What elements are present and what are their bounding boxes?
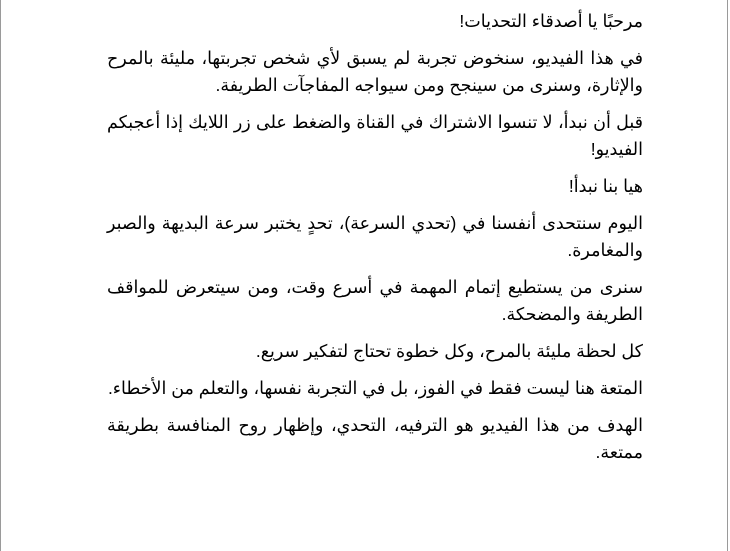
paragraph-every-moment: كل لحظة مليئة بالمرح، وكل خطوة تحتاج لتفكير سريع. [255,341,643,361]
paragraph-subscribe: قبل أن نبدأ، لا تنسوا الاشتراك في القناة والضغط على زر اللايك إذا أعجبكم الفيديو! [107,112,643,159]
document-text-body [107,8,643,476]
paragraph-greeting: مرحبًا يا أصدقاء التحديات! [459,11,643,31]
paragraph-challenge: اليوم سنتحدى أنفسنا في (تحدي السرعة)، تحدٍ يختبر سرعة البديهة والصبر والمغامرة. [107,213,643,260]
paragraph-intro: في هذا الفيديو، سنخوض تجربة لم يسبق لأي شخص تجربتها، مليئة بالمرح والإثارة، وسنرى من سينجح ومن سيواجه المفاجآت الطريفة. [107,48,643,95]
paragraph-goal: الهدف من هذا الفيديو هو الترفيه، التحدي، وإظهار روح المنافسة بطريقة ممتعة. [107,415,643,462]
paragraph-lets-start: هيا بنا نبدأ! [568,176,643,196]
paragraph-who-wins: سنرى من يستطيع إتمام المهمة في أسرع وقت، ومن سيتعرض للمواقف الطريفة والمضحكة. [107,277,643,324]
paragraph-fun: المتعة هنا ليست فقط في الفوز، بل في التجربة نفسها، والتعلم من الأخطاء. [107,378,643,398]
